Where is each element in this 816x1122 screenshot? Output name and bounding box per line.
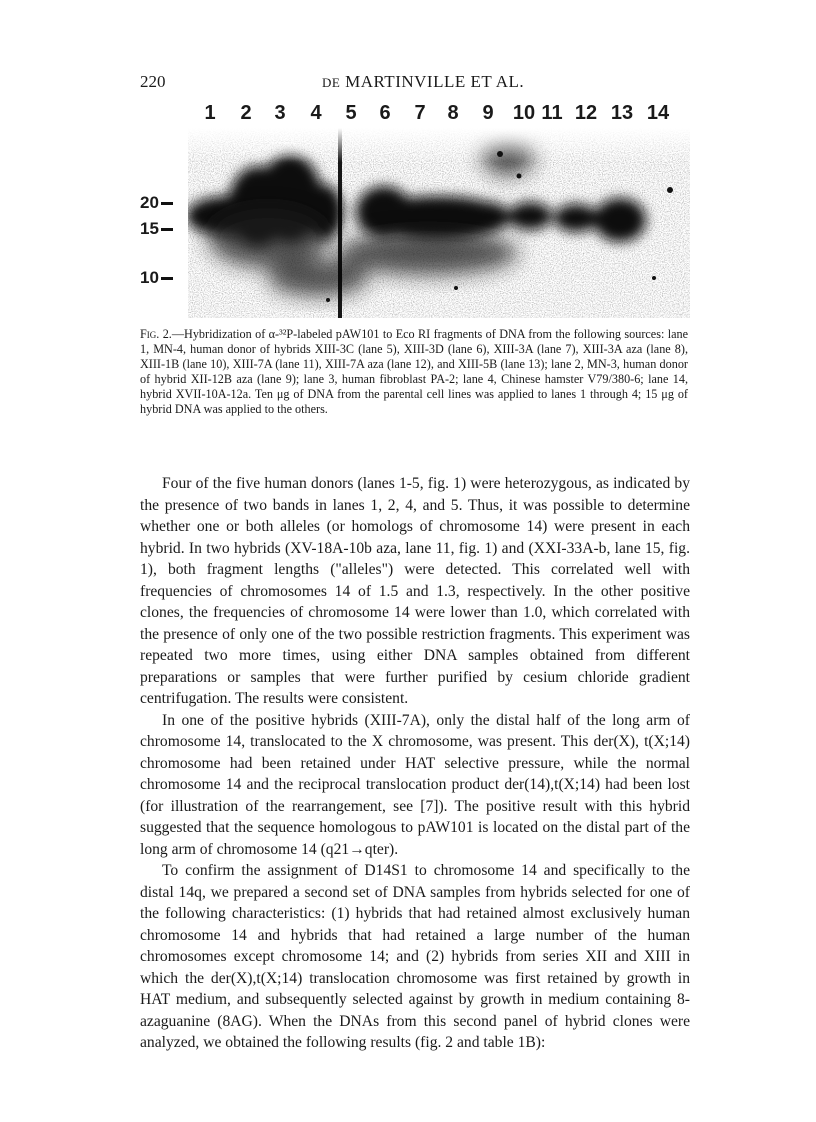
lane-label: 7	[414, 102, 426, 124]
paragraph: Four of the five human donors (lanes 1-5, fig. 1) were heterozygous, as indicated by the presence of two bands in lanes 1, 2, 4, and 5. Thus, it was possible to determine whether one or both alleles (or homologs of chromosome 14) were present in each hybrid. In two hybrids (XV-18A-10b aza, lane 11, fig. 1) and (XXI-33A-b, lane 15, fig. 1), both fragment lengths ("alleles") were detected. This correlated well with frequencies of chromosomes 14 of 1.5 and 1.3, respectively. In the other positive clones, the frequencies of chromosome 14 were lower than 1.0, which correlated with the presence of only one of the two possible restriction fragments. This experiment was repeated two more times, using either DNA samples obtained from different preparations or samples that were further purified by cesium chloride gradient centrifugation. The results were consistent.	[140, 475, 690, 707]
paragraph: To confirm the assignment of D14S1 to chromosome 14 and specifically to the distal 14q, we prepared a second set of DNA samples from hybrids selected for one of the following characteristics: (1) hybrids that had retained almost exclusively human chromosome 14 and hybrids that had retained a large number of the human chromosomes except chromosome 14; and (2) hybrids from series XII and XIII in which the der(X),t(X;14) translocation chromosome was first retained by growth in HAT medium, and subsequently selected against by growth in medium containing 8-azaguanine (8AG). When the DNAs from this second panel of hybrid clones were analyzed, we obtained the following results (fig. 2 and table 1B):	[140, 862, 690, 1051]
lane-numbers	[140, 100, 700, 130]
paragraph: In one of the positive hybrids (XIII-7A), only the distal half of the long arm of chromosome 14, translocated to the X chromosome, was present. This der(X), t(X;14) chromosome had been retained under HAT selective pressure, while the normal chromosome 14 and the reciprocal translocation product der(14),t(X;14) had been lost (for illustration of the rearrangement, see [7]). The positive result with this hybrid suggested that the sequence homologous to pAW101 is located on the distal part of the long arm of chromosome 14 (q21→qter).	[140, 711, 690, 858]
size-marker-10: 10	[140, 268, 173, 288]
lane-label: 1	[204, 102, 216, 124]
lane-label: 14	[646, 102, 670, 124]
lane-label: 5	[345, 102, 357, 124]
lane-label: 11	[541, 102, 563, 124]
size-marker-20: 20	[140, 193, 173, 213]
figure-blot	[140, 100, 700, 320]
running-head-prefix: DE	[322, 75, 341, 90]
lane-label: 3	[274, 102, 286, 124]
page-number: 220	[140, 72, 166, 91]
running-head	[322, 72, 524, 92]
body-text	[140, 473, 690, 1054]
lane-label: 8	[447, 102, 459, 124]
lane-label: 9	[482, 102, 494, 124]
size-marker-15: 15	[140, 219, 173, 239]
autoradiograph	[188, 128, 690, 318]
lane-label: 6	[379, 102, 391, 124]
running-head-authors: MARTINVILLE ET AL.	[345, 72, 525, 91]
lane-label: 10	[512, 102, 536, 124]
lane-label: 13	[610, 102, 634, 124]
caption-label: Fig. 2.	[140, 327, 172, 341]
figure-caption	[140, 327, 688, 417]
lane-label: 12	[574, 102, 598, 124]
lane-label: 2	[240, 102, 252, 124]
lane-label: 4	[310, 102, 322, 124]
caption-text: —Hybridization of α-³²P-labeled pAW101 to Eco RI fragments of DNA from the following sources: lane 1, MN-4, human donor of hybrids XIII-3C (lane 5), XIII-3D (lane 6), XIII-3A (lane 7), XIII-3A aza (lane 8), XIII-1B (lane 10), XIII-7A (lane 11), XIII-7A aza (lane 12), and XIII-5B (lane 13); lane 2, MN-3, human donor of hybrid XII-12B aza (lane 9); lane 3, human fibroblast PA-2; lane 4, Chinese hamster V79/380-6; lane 14, hybrid XVII-10A-12a. Ten μg of DNA from the parental cell lines was applied to lanes 1 through 4; 15 μg of hybrid DNA was applied to the others.	[140, 327, 688, 416]
